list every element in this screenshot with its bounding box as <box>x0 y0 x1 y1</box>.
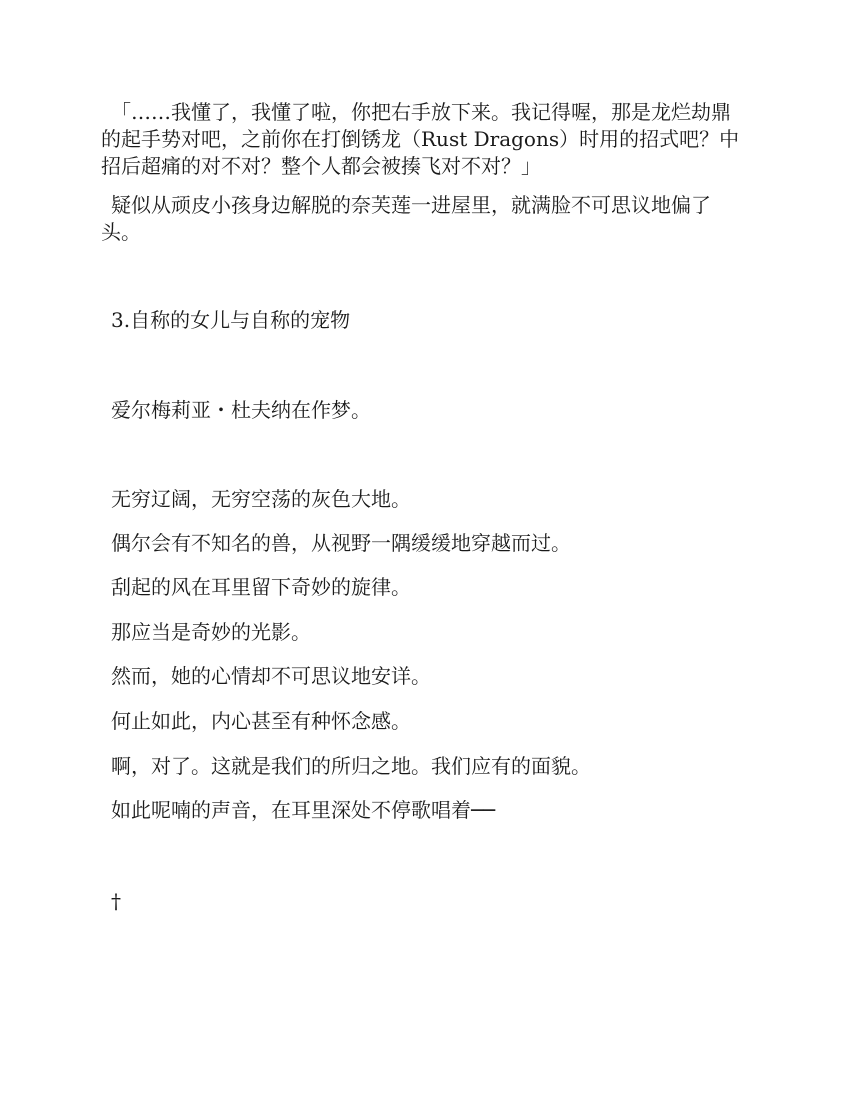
dream-line: 如此呢喃的声音，在耳里深处不停歌唱着── <box>111 798 496 822</box>
dream-line: 啊，对了。这就是我们的所归之地。我们应有的面貌。 <box>111 754 591 778</box>
dream-intro: 爱尔梅莉亚・杜夫纳在作梦。 <box>111 398 371 422</box>
dream-line: 偶尔会有不知名的兽，从视野一隅缓缓地穿越而过。 <box>111 531 571 555</box>
chapter-title: 3.自称的女儿与自称的宠物 <box>111 308 351 332</box>
dream-line: 无穷辽阔，无穷空荡的灰色大地。 <box>111 487 411 511</box>
section-mark: † <box>111 889 121 913</box>
dream-line: 然而，她的心情却不可思议地安详。 <box>111 664 431 688</box>
narration-paragraph: 疑似从顽皮小孩身边解脱的奈芙莲一进屋里，就满脸不可思议地偏了头。 <box>101 193 711 244</box>
dialogue-paragraph: 「……我懂了，我懂了啦，你把右手放下来。我记得喔，那是龙烂劫鼎的起手势对吧，之前你在打倒锈龙（Rust Dragons）时用的招式吧？中招后超痛的对不对？整个人都会被揍飞对不对？」 <box>101 100 740 178</box>
dream-line: 何止如此，内心甚至有种怀念感。 <box>111 709 411 733</box>
dream-line: 那应当是奇妙的光影。 <box>111 620 311 644</box>
dream-line: 刮起的风在耳里留下奇妙的旋律。 <box>111 575 411 599</box>
